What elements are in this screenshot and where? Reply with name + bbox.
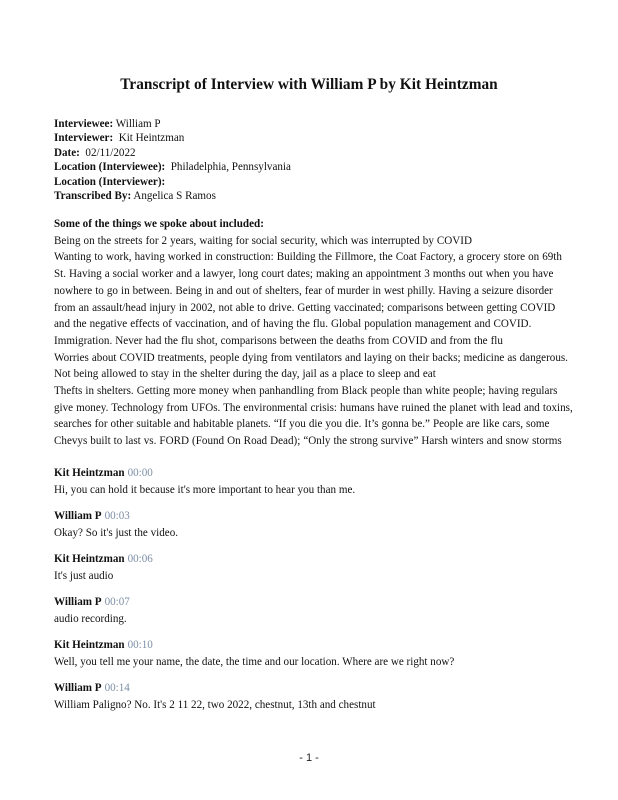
summary-paragraph: Wanting to work, having worked in construction: Building the Fillmore, the Coat Factory, a grocery store on 69th St. Having a social worker and a lawyer, long court dates; making an appointment 3 months out when you have nowhere to go in between. Being in and out of shelters, fear of murder in west philly. Having a seizure disorder from an assault/head injury in 2002, not able to drive. Getting vaccinated; comparisons between getting COVID and the negative effects of vaccination, and of having the flu. Global population management and COVID. Immigration. Never had the flu shot, comparisons between the deaths from COVID and from the flu	[54, 251, 562, 347]
utterance: Hi, you can hold it because it's more important to hear you than me.	[54, 483, 356, 496]
meta-label: Transcribed By:	[54, 190, 132, 203]
transcript-turn	[54, 680, 574, 713]
speaker-name: William P	[54, 596, 102, 609]
speaker-name: Kit Heintzman	[54, 467, 125, 479]
utterance: Okay? So it's just the video.	[54, 526, 179, 539]
timestamp: 00:10	[127, 639, 153, 652]
meta-value: 02/11/2022	[79, 146, 136, 159]
transcript-turn	[54, 465, 574, 498]
meta-value: Kit Heintzman	[113, 132, 185, 145]
document-title: Transcript of Interview with William P by Kit Heintzman	[120, 76, 498, 93]
meta-label: Location (Interviewer):	[54, 175, 166, 188]
topics-summary	[54, 216, 574, 450]
meta-label: Interviewee:	[54, 117, 114, 130]
meta-location-interviewee	[54, 160, 291, 175]
meta-transcribed-by	[54, 189, 291, 204]
timestamp: 00:14	[104, 682, 130, 695]
transcript-turn	[54, 508, 574, 541]
speaker-name: William P	[54, 510, 102, 523]
meta-label: Location (Interviewee):	[54, 161, 166, 174]
speaker-name: Kit Heintzman	[54, 553, 125, 566]
meta-interviewee	[54, 117, 291, 132]
speaker-name: Kit Heintzman	[54, 639, 125, 652]
meta-date	[54, 146, 291, 161]
timestamp: 00:06	[127, 553, 153, 566]
utterance: It's just audio	[54, 569, 114, 582]
meta-value: Philadelphia, Pennsylvania	[165, 161, 291, 174]
meta-value: Angelica S Ramos	[131, 190, 216, 203]
meta-label: Date:	[54, 146, 80, 159]
transcript	[54, 465, 574, 724]
utterance: Well, you tell me your name, the date, the time and our location. Where are we right now?	[54, 655, 455, 668]
meta-interviewer	[54, 131, 291, 146]
timestamp: 00:00	[127, 467, 153, 479]
page-number: - 1 -	[299, 752, 319, 764]
utterance: William Paligno? No. It's 2 11 22, two 2022, chestnut, 13th and chestnut	[54, 698, 376, 711]
summary-heading: Some of the things we spoke about included:	[54, 218, 264, 230]
timestamp: 00:03	[104, 510, 130, 523]
transcript-turn	[54, 594, 574, 627]
meta-label: Interviewer:	[54, 132, 114, 145]
summary-paragraph: Worries about COVID treatments, people dying from ventilators and laying on their backs; medicine as dangerous. Not being allowed to stay in the shelter during the day, jail as a place to sleep and eat	[54, 351, 568, 381]
meta-value: William P	[113, 117, 161, 130]
summary-paragraph: Being on the streets for 2 years, waiting for social security, which was interrupted by COVID	[54, 234, 473, 247]
meta-location-interviewer	[54, 175, 291, 190]
speaker-name: William P	[54, 682, 102, 695]
transcript-turn	[54, 551, 574, 584]
utterance: audio recording.	[54, 612, 127, 625]
timestamp: 00:07	[104, 596, 130, 609]
summary-paragraph: Thefts in shelters. Getting more money when panhandling from Black people than white people; having regulars give money. Technology from UFOs. The environmental crisis: humans have ruined the planet with lead and toxins, searches for other suitable and habitable planets. “If you die you die. It’s gonna be.” People are like cars, some Chevys built to last vs. FORD (Found On Road Dead); “Only the strong survive” Harsh winters and snow storms	[54, 385, 573, 448]
transcript-turn	[54, 637, 574, 670]
interview-metadata	[54, 117, 291, 205]
